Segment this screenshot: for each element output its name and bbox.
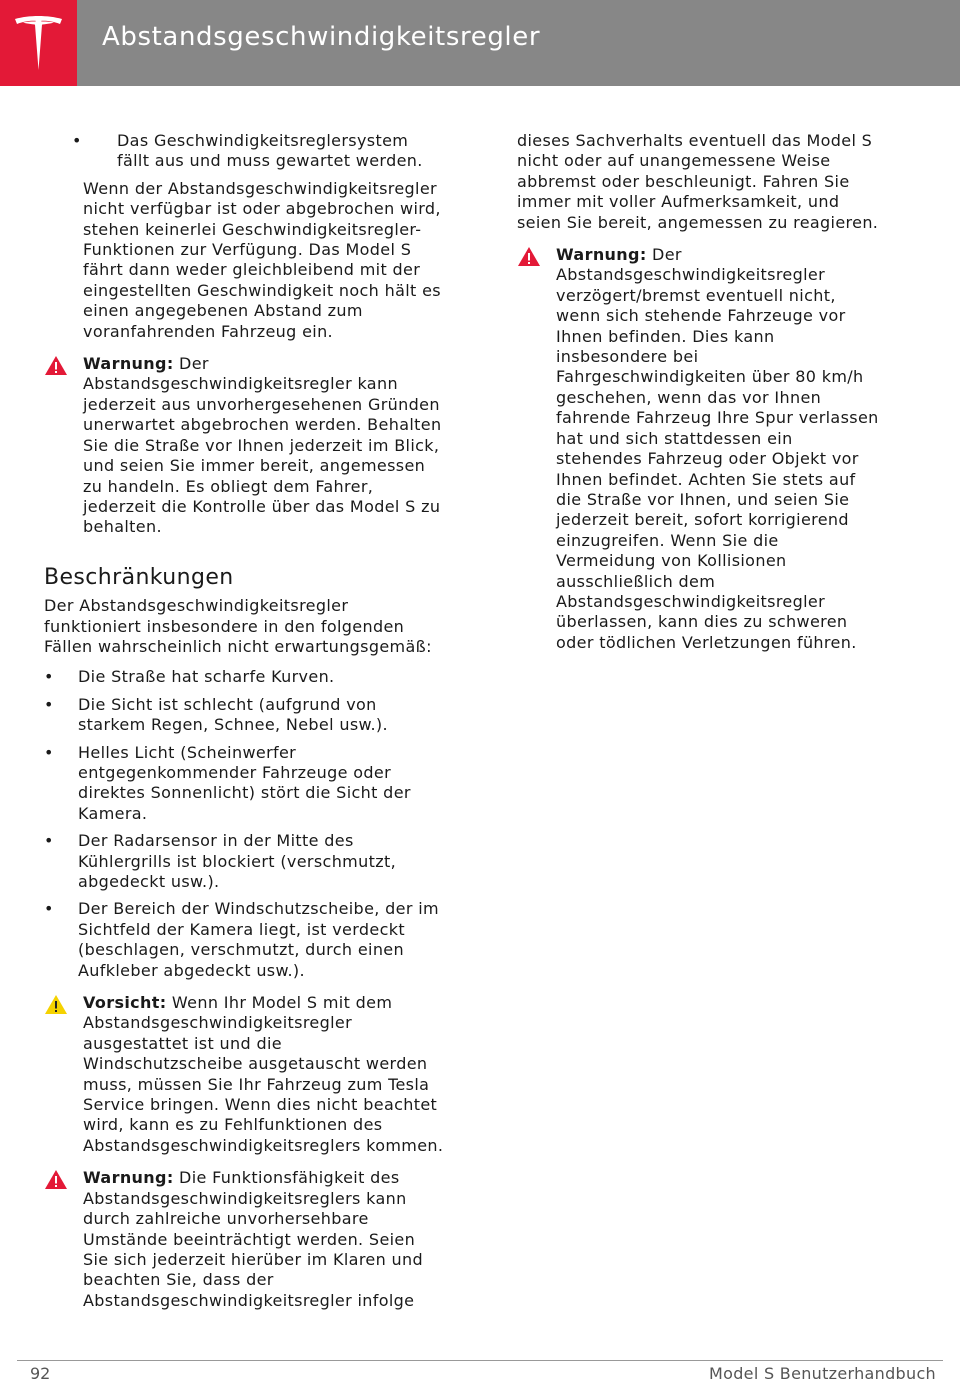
list-item: • Der Radarsensor in der Mitte des Kühlergrills ist blockiert (verschmutzt, abgedeckt usw.). [44, 831, 397, 891]
warning-notice [44, 354, 444, 538]
list-item: • Die Straße hat scharfe Kurven. [44, 667, 335, 687]
caution-triangle-icon [44, 994, 68, 1015]
list-item: • Das Geschwindigkeitsreglersystem fällt aus und muss gewartet werden. [72, 131, 423, 171]
bullet-icon: • [44, 899, 54, 919]
unavailable-paragraph: Wenn der Abstandsgeschwindigkeitsregler nicht verfügbar ist oder abgebrochen wird, stehen keinerlei Geschwindigkeitsregler-Funktionen zur Verfügung. Das Model S fährt dann weder gleichbleibend mit der eingestellten Geschwindigkeit noch hält es einen angegebenen Abstand zum voranfahrenden Fahrzeug ein. [83, 178, 441, 341]
bullet-icon: • [44, 694, 54, 714]
caution-label: Vorsicht: [83, 993, 167, 1013]
bullet-icon: • [72, 131, 82, 150]
warning-label: Warnung: [83, 354, 174, 374]
section-intro: Der Abstandsgeschwindigkeitsregler funktioniert insbesondere in den folgenden Fällen wahrscheinlich nicht erwartungsgemäß: [44, 596, 432, 656]
warning-triangle-icon [517, 246, 541, 267]
caution-text: Wenn Ihr Model S mit dem Abstandsgeschwindigkeitsregler ausgestattet ist und die Windschutzscheibe ausgetauscht werden muss, müssen Sie Ihr Fahrzeug zum Tesla Service bringen. Wenn dies nicht beachtet wird, kann es zu Fehlfunktionen des Abstandsgeschwindigkeitsreglers kommen. [83, 993, 444, 1155]
limitations-list [44, 667, 444, 981]
warning-notice [517, 245, 882, 653]
page-number: 92 [30, 1364, 51, 1383]
page-title: Abstandsgeschwindigkeitsregler [102, 22, 541, 52]
warning-label: Warnung: [556, 245, 647, 265]
top-bullet-list [44, 131, 444, 172]
bullet-icon: • [44, 667, 54, 687]
tesla-logo [0, 0, 77, 86]
list-item: • Der Bereich der Windschutzscheibe, der im Sichtfeld der Kamera liegt, ist verdeckt (beschlagen, verschmutzt, durch einen Aufkleber abgedeckt usw.). [44, 899, 439, 980]
bullet-icon: • [44, 831, 54, 851]
list-item: • Die Sicht ist schlecht (aufgrund von starkem Regen, Schnee, Nebel usw.). [44, 694, 388, 735]
warning-notice [44, 1168, 444, 1311]
tesla-logo-icon [13, 16, 64, 70]
warning-text: Die Funktionsfähigkeit des Abstandsgeschwindigkeitsreglers kann durch zahlreiche unvorhersehbare Umstände beeinträchtigt werden. Seien Sie sich jederzeit hierüber im Klaren und beachten Sie, dass der Abstandsgeschwindigkeitsregler infolge [83, 1168, 424, 1310]
section-heading: Beschränkungen [44, 564, 234, 590]
manual-title: Model S Benutzerhandbuch [709, 1364, 936, 1383]
warning-triangle-icon [44, 1169, 68, 1190]
warning-label: Warnung: [83, 1168, 174, 1188]
bullet-icon: • [44, 742, 54, 762]
continuation-paragraph: dieses Sachverhalts eventuell das Model S nicht oder auf unangemessene Weise abbremst oder beschleunigt. Fahren Sie immer mit voller Aufmerksamkeit, und seien Sie bereit, angemessen zu reagieren. [517, 131, 879, 232]
warning-text: Der Abstandsgeschwindigkeitsregler kann jederzeit aus unvorhergesehenen Gründen unerwartet abgebrochen werden. Behalten Sie die Straße vor Ihnen jederzeit im Blick, und seien Sie immer bereit, angemessen zu handeln. Es obliegt dem Fahrer, jederzeit die Kontrolle über das Model S zu behalten. [83, 354, 442, 537]
caution-notice [44, 993, 444, 1156]
list-item: • Helles Licht (Scheinwerfer entgegenkommender Fahrzeuge oder direktes Sonnenlicht) stört die Sicht der Kamera. [44, 742, 411, 823]
warning-triangle-icon [44, 355, 68, 376]
left-column [44, 131, 444, 1323]
footer-divider [17, 1360, 943, 1361]
warning-text: Der Abstandsgeschwindigkeitsregler verzögert/bremst eventuell nicht, wenn sich stehende Fahrzeuge vor Ihnen befinden. Dies kann insbesondere bei Fahrgeschwindigkeiten über 80 km/h geschehen, wenn das vor Ihnen fahrende Fahrzeug Ihre Spur verlassen hat und sich stattdessen ein stehendes Fahrzeug oder Objekt vor Ihnen befindet. Achten Sie stets auf die Straße vor Ihnen, und seien Sie jederzeit bereit, sofort korrigierend einzugreifen. Wenn Sie die Vermeidung von Kollisionen ausschließlich dem Abstandsgeschwindigkeitsregler überlassen, kann dies zu schweren oder tödlichen Verletzungen führen. [556, 245, 879, 652]
right-column [517, 131, 882, 665]
page-header [0, 0, 960, 86]
